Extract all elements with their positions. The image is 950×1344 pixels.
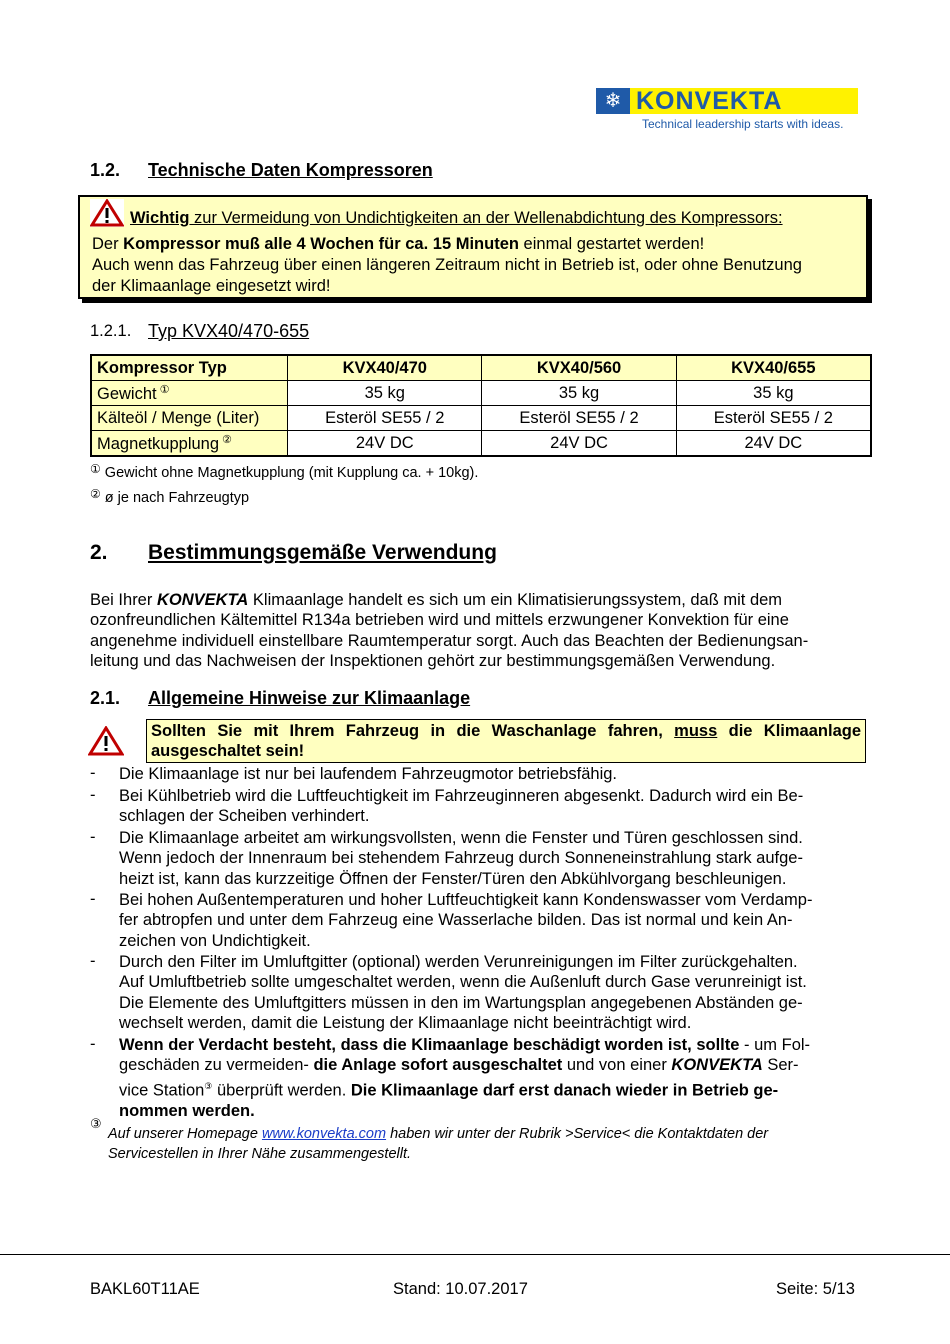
table-cell: Esteröl SE55 / 2 (288, 406, 482, 431)
table-row (91, 406, 871, 431)
footnote-mark: ② (222, 433, 232, 446)
list-item-text (119, 786, 860, 827)
table-cell: Esteröl SE55 / 2 (482, 406, 676, 431)
footer-doc-id: BAKL60T11AE (90, 1280, 200, 1298)
warning-lead-text: zur Vermeidung von Undichtigkeiten an der Wellenabdichtung des Kompressors: (189, 209, 783, 227)
warning-lead (130, 209, 783, 228)
bullet-dash: - (90, 828, 96, 846)
warning-text: die Klimaanlage ausgeschaltet sein! (151, 722, 861, 760)
car-wash-warning (146, 719, 866, 763)
car-wash-warning-text (151, 721, 861, 761)
warning-emphasis: muss (674, 722, 718, 740)
table-cell: 35 kg (482, 381, 676, 406)
warning-triangle-icon (90, 199, 124, 227)
subsection-title: Typ KVX40/470-655 (148, 321, 310, 341)
bullet-dash: - (90, 764, 96, 782)
warning-text: Sollten Sie mit Ihrem Fahrzeug in die Waschanlage fahren, (151, 722, 675, 740)
warning-line-3: Auch wenn das Fahrzeug über einen längeren Zeitraum nicht in Betrieb ist, oder ohne Benutzung (92, 256, 802, 274)
table-header-cell: KVX40/560 (482, 355, 676, 381)
list-text: vice Station (119, 1081, 205, 1100)
list-line: Bei Kühlbetrieb wird die Luftfeuchtigkeit im Fahrzeuginneren abgesenkt. Dadurch wird ein Be- (119, 787, 804, 805)
section-number: 1.2. (90, 160, 121, 180)
intro-text: Bei Ihrer (90, 591, 157, 609)
table-header-row (91, 355, 871, 381)
section-number: 2.1. (90, 688, 121, 708)
list-bold-text: die Anlage sofort ausgeschaltet (313, 1056, 563, 1075)
list-line: Die Klimaanlage arbeitet am wirkungsvollsten, wenn die Fenster und Türen geschlossen sind. (119, 829, 803, 847)
brand-name: KONVEKTA (156, 591, 249, 609)
table-cell: 24V DC (676, 431, 871, 457)
footer-date: Stand: 10.07.2017 (393, 1280, 528, 1298)
list-text: - um Fol- (739, 1036, 811, 1054)
bullet-dash: - (90, 786, 96, 804)
list-text: überprüft werden. (212, 1081, 351, 1100)
table-header-cell: Kompressor Typ (91, 355, 288, 381)
list-text: und von einer (562, 1056, 672, 1075)
row-label-text: Magnetkupplung (97, 434, 220, 453)
section-title: Technische Daten Kompressoren (148, 160, 433, 180)
konvekta-logo (596, 88, 860, 134)
table-note-text: Gewicht ohne Magnetkupplung (mit Kupplung ca. + 10kg). (104, 465, 479, 481)
footnote-text (108, 1124, 768, 1164)
intro-line: angenehme individuell einstellbare Raumtemperatur sorgt. Auch das Beachten der Bedienungsan- (90, 631, 809, 650)
intro-paragraph (90, 590, 860, 672)
compressor-spec-table (90, 354, 872, 457)
logo-tagline: Technical leadership starts with ideas. (642, 117, 844, 131)
row-label (91, 406, 288, 431)
row-label (91, 431, 288, 457)
logo-wordmark: KONVEKTA (636, 87, 783, 115)
list-item-text (119, 952, 860, 1034)
footnote-mark: ② (90, 487, 101, 501)
intro-line: leitung und das Nachweisen der Inspektionen gehört zur bestimmungsgemäßen Verwendung. (90, 652, 776, 671)
table-note (90, 487, 249, 506)
subsection-number: 1.2.1. (90, 322, 132, 340)
intro-line: ozonfreundlichen Kältemittel R134a betrieben wird und mittels erzwungener Konvektion für eine (90, 611, 789, 630)
table-cell: Esteröl SE55 / 2 (676, 406, 871, 431)
bullet-dash: - (90, 1035, 96, 1053)
list-text: geschäden zu vermeiden- (119, 1056, 314, 1075)
footnote-mark: ① (159, 383, 170, 396)
table-row (91, 381, 871, 406)
list-line: Die Elemente des Umluftgitters müssen in den im Wartungsplan angegebenen Abständen ge- (119, 993, 803, 1012)
list-line: Durch den Filter im Umluftgitter (optional) werden Verunreinigungen im Filter zurückgehalten. (119, 953, 798, 971)
footnote-text-post: haben wir unter der Rubrik >Service< die Kontaktdaten der (386, 1126, 769, 1142)
brand-name: KONVEKTA (671, 1056, 763, 1075)
footer-page-number: Seite: 5/13 (776, 1280, 855, 1298)
list-bold-text: nommen werden. (119, 1101, 255, 1120)
table-note-text: ø je nach Fahrzeugtyp (104, 490, 250, 506)
list-item-text: Die Klimaanlage ist nur bei laufendem Fahrzeugmotor betriebsfähig. (119, 765, 618, 783)
list-text: Ser- (762, 1056, 799, 1075)
warning-line-2-pre: Der (92, 235, 124, 253)
table-cell: 35 kg (288, 381, 482, 406)
bullet-dash: - (90, 952, 96, 970)
table-cell: 24V DC (482, 431, 676, 457)
footnote-mark: ③ (90, 1116, 102, 1131)
logo-banner (596, 88, 858, 114)
table-note (90, 462, 478, 481)
list-line: heizt ist, kann das kurzzeitige Öffnen der Fenster/Türen den Abkühlvorgang beschleunigen. (119, 869, 787, 888)
list-line: fer abtropfen und unter dem Fahrzeug eine Wasserlache bilden. Das ist normal und kein An- (119, 911, 793, 930)
list-item-text (119, 828, 860, 889)
list-line: Bei hohen Außentemperaturen und hoher Luftfeuchtigkeit kann Kondenswasser vom Verdamp- (119, 891, 813, 909)
warning-line-2 (92, 235, 704, 254)
table-header-cell: KVX40/470 (288, 355, 482, 381)
table-cell: 35 kg (676, 381, 871, 406)
section-number: 2. (90, 541, 108, 564)
warning-line-4: der Klimaanlage eingesetzt wird! (92, 277, 331, 295)
list-bold-text: Wenn der Verdacht besteht, dass die Klimaanlage beschädigt worden ist, sollte (119, 1036, 740, 1054)
list-item-text (119, 1035, 860, 1121)
footnote-mark: ③ (204, 1080, 213, 1091)
warning-lead-bold: Wichtig (130, 209, 190, 227)
list-line: Wenn jedoch der Innenraum bei stehendem Fahrzeug durch Sonneneinstrahlung stark aufge- (119, 849, 803, 868)
warning-triangle-icon (88, 726, 124, 756)
warning-line-2-post: einmal gestartet werden! (518, 235, 705, 253)
konvekta-website-link[interactable]: www.konvekta.com (261, 1126, 387, 1142)
list-line: wechselt werden, damit die Leistung der Klimaanlage nicht beeinträchtigt wird. (119, 1014, 692, 1033)
list-line: schlagen der Scheiben verhindert. (119, 807, 370, 826)
bullet-dash: - (90, 890, 96, 908)
footer-divider (0, 1254, 950, 1255)
row-label (91, 381, 288, 406)
row-label-text: Kälteöl / Menge (Liter) (97, 408, 260, 427)
footnote-line-2: Servicestellen in Ihrer Nähe zusammengestellt. (108, 1146, 412, 1162)
list-line: Auf Umluftbetrieb sollte umgeschaltet werden, wenn die Außenluft durch Gase verunreinigt ist. (119, 973, 807, 992)
footnote-mark: ① (90, 462, 101, 476)
list-bold-text: Die Klimaanlage darf erst danach wieder in Betrieb ge- (350, 1081, 779, 1100)
warning-box (78, 195, 868, 299)
list-item-text (119, 890, 860, 951)
table-cell: 24V DC (288, 431, 482, 457)
table-header-cell: KVX40/655 (676, 355, 871, 381)
list-line: zeichen von Undichtigkeit. (119, 931, 311, 950)
footnote-text-pre: Auf unserer Homepage (108, 1126, 262, 1142)
intro-text: Klimaanlage handelt es sich um ein Klimatisierungssystem, daß mit dem (248, 591, 783, 609)
warning-line-2-bold: Kompressor muß alle 4 Wochen für ca. 15 Minuten (123, 235, 519, 253)
section-title: Allgemeine Hinweise zur Klimaanlage (148, 688, 471, 708)
row-label-text: Gewicht (97, 384, 157, 403)
section-title: Bestimmungsgemäße Verwendung (148, 541, 497, 564)
snowflake-icon: ❄ (596, 88, 630, 114)
table-row (91, 431, 871, 457)
